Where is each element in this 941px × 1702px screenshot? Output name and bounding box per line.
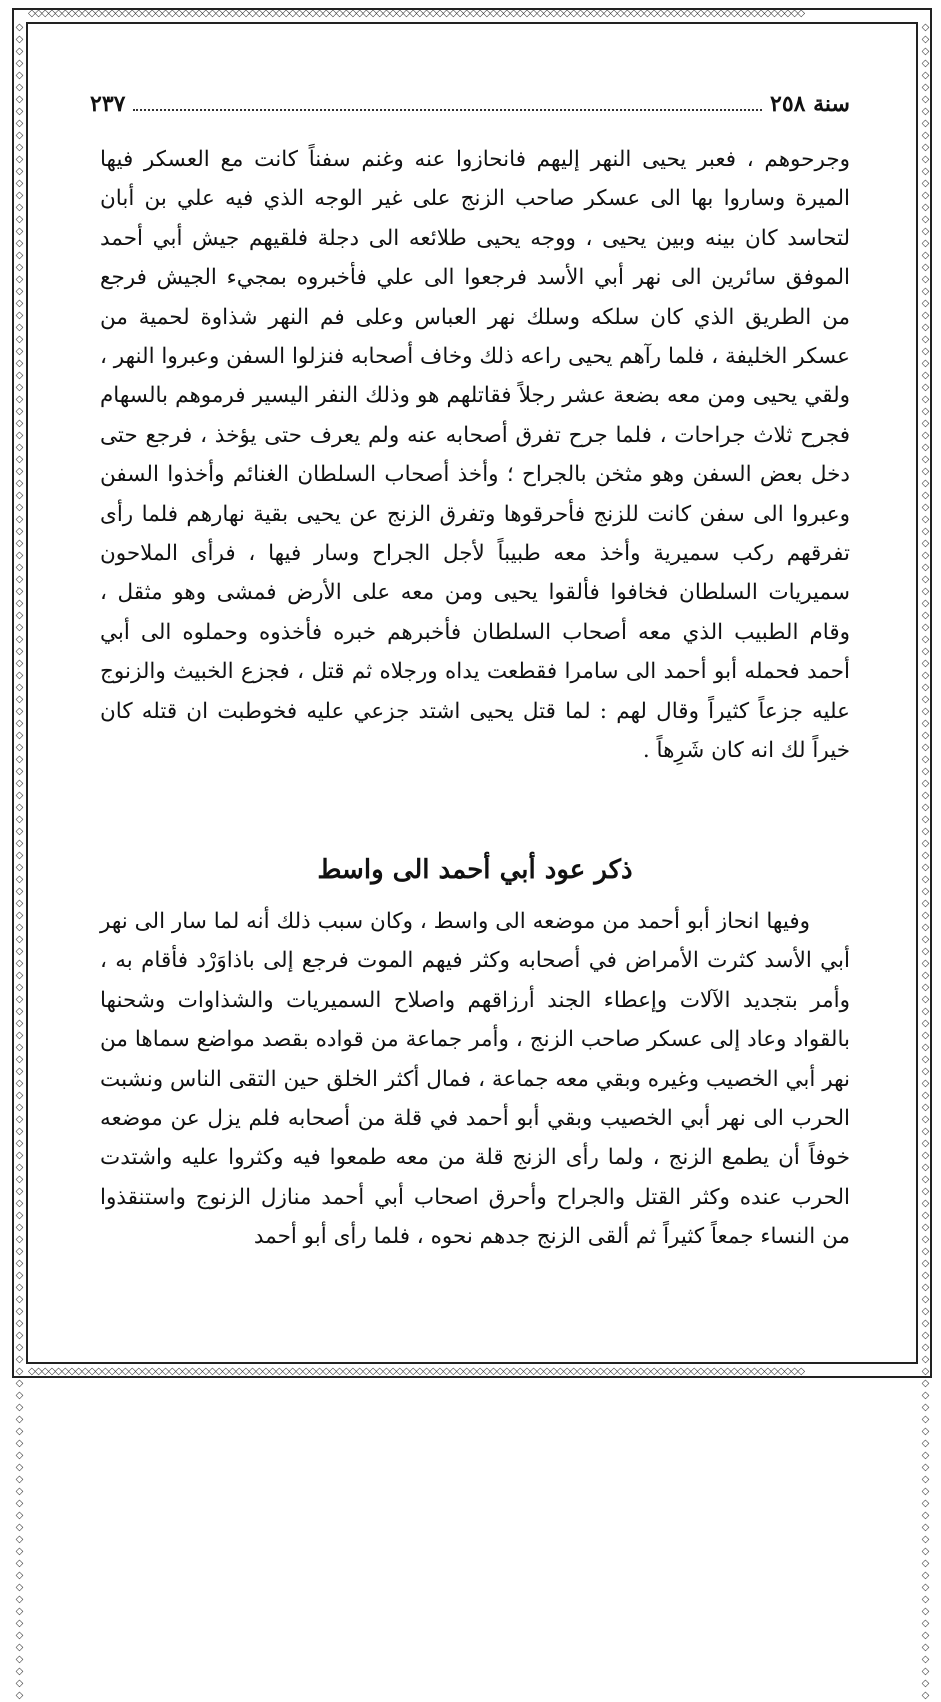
body-paragraph-2: وفيها انحاز أبو أحمد من موضعه الى واسط ، وكان سبب ذلك أنه لما سار الى نهر أبي الأسد كثرت الأمراض في أصحابه وكثر فيهم الموت فرجع إلى باذاوَرْد فأقام به ، وأمر بتجديد الآلات وإعطاء الجند أرزاقهم واصلاح السميريات والشذاوات وشحنها بالقواد وعاد إلى عسكر صاحب الزنج ، وأمر جماعة من قواده بقصد مواضع سماها من نهر أبي الخصيب وغيره وبقي معه جماعة ، فمال أكثر الخلق حين التقى الناس ونشبت الحرب الى نهر أبي الخصيب وبقي أبو أحمد في قلة من أصحابه فلم يزل عن موضعه خوفاً أن يطمع الزنج ، ولما رأى الزنج قلة من معه طمعوا فيه وكثروا عليه واشتدت الحرب عنده وكثر القتل والجراح وأحرق اصحاب أبي أحمد منازل الزنوج واستنقذوا من النساء جمعاً كثيراً ثم ألقى الزنج جدهم نحوه ، فلما رأى أبو أحمد bbox=[100, 909, 850, 1250]
border-chain-top: ◇◇◇◇◇◇◇◇◇◇◇◇◇◇◇◇◇◇◇◇◇◇◇◇◇◇◇◇◇◇◇◇◇◇◇◇◇◇◇◇◇◇◇◇◇◇◇◇◇◇◇◇◇◇◇◇◇◇◇◇◇◇◇◇◇◇◇◇◇◇◇◇◇◇◇◇◇◇◇◇◇◇◇◇◇◇◇◇◇◇◇◇◇◇◇◇◇◇◇◇◇◇◇◇◇◇◇◇◇◇◇◇◇◇◇◇ bbox=[28, 8, 805, 19]
body-paragraph-1: وجرحوهم ، فعبر يحيى النهر إليهم فانحازوا عنه وغنم سفناً كانت مع العسكر فيها الميرة وساروا بها الى عسكر صاحب الزنج على غير الوجه الذي فيه علي بن أبان لتحاسد كان بينه وبين يحيى ، ووجه يحيى طلائعه الى دجلة فلقيهم جيش أبي أحمد الموفق سائرين الى نهر أبي الأسد فرجعوا الى علي فأخبروه بمجيء الجيش فرجع من الطريق الذي كان سلكه وسلك نهر العباس وعلى فم النهر شذاوة لحمية من عسكر الخليفة ، فلما رآهم يحيى راعه ذلك وخاف أصحابه فنزلوا السفن وعبروا النهر ، ولقي يحيى ومن معه بضعة عشر رجلاً فقاتلهم هو وذلك النفر اليسير فرموهم بالسهام فجرح ثلاث جراحات ، فلما جرح تفرق أصحابه عنه ولم يعرف حتى يؤخذ ، فرجع حتى دخل بعض السفن وهو مثخن بالجراح ؛ وأخذ أصحاب السلطان الغنائم وأخذوا السفن وعبروا الى سفن كانت للزنج فأحرقوها وتفرق الزنج عن يحيى بقية نهارهم فلما رأى تفرقهم ركب سميرية وأخذ معه طبيباً لأجل الجراح وسار فيها ، فرأى الملاحون سميريات السلطان فخافوا فألقوا يحيى ومن معه على الأرض فمشى وهو مثقل ، وقام الطبيب الذي معه أصحاب السلطان فأخبرهم خبره فأخذوه وحملوه الى أبي أحمد فحمله أبو أحمد الى سامرا فقطعت يداه ورجلاه ثم قتل ، فجزع الخبيث والزنوج عليه جزعاً كثيراً وقال لهم : لما قتل يحيى اشتد جزعي عليه فخوطبت ان قتله كان خيراً لك انه كان شَرِهاً . bbox=[100, 147, 850, 764]
header-dot-leader bbox=[133, 97, 762, 111]
header-year: سنة ٢٥٨ bbox=[770, 91, 850, 117]
section-heading: ذكر عود أبي أحمد الى واسط bbox=[317, 855, 633, 885]
border-chain-left: ◇◇◇◇◇◇◇◇◇◇◇◇◇◇◇◇◇◇◇◇◇◇◇◇◇◇◇◇◇◇◇◇◇◇◇◇◇◇◇◇◇◇◇◇◇◇◇◇◇◇◇◇◇◇◇◇◇◇◇◇◇◇◇◇◇◇◇◇◇◇◇◇◇◇◇◇◇◇◇◇◇◇◇◇◇◇◇◇◇◇◇◇◇◇◇◇◇◇◇◇◇◇◇◇◇◇◇◇◇◇◇◇◇◇◇◇◇◇◇◇◇◇◇◇◇◇◇◇◇◇◇◇◇◇◇◇◇◇◇◇ bbox=[15, 22, 23, 1701]
border-chain-bottom: ◇◇◇◇◇◇◇◇◇◇◇◇◇◇◇◇◇◇◇◇◇◇◇◇◇◇◇◇◇◇◇◇◇◇◇◇◇◇◇◇◇◇◇◇◇◇◇◇◇◇◇◇◇◇◇◇◇◇◇◇◇◇◇◇◇◇◇◇◇◇◇◇◇◇◇◇◇◇◇◇◇◇◇◇◇◇◇◇◇◇◇◇◇◇◇◇◇◇◇◇◇◇◇◇◇◇◇◇◇◇◇◇◇◇◇◇ bbox=[28, 1366, 805, 1377]
running-header bbox=[90, 86, 850, 122]
page-number: ٢٣٧ bbox=[90, 91, 126, 117]
border-chain-right: ◇◇◇◇◇◇◇◇◇◇◇◇◇◇◇◇◇◇◇◇◇◇◇◇◇◇◇◇◇◇◇◇◇◇◇◇◇◇◇◇◇◇◇◇◇◇◇◇◇◇◇◇◇◇◇◇◇◇◇◇◇◇◇◇◇◇◇◇◇◇◇◇◇◇◇◇◇◇◇◇◇◇◇◇◇◇◇◇◇◇◇◇◇◇◇◇◇◇◇◇◇◇◇◇◇◇◇◇◇◇◇◇◇◇◇◇◇◇◇◇◇◇◇◇◇◇◇◇◇◇◇◇◇◇◇◇◇◇◇◇ bbox=[921, 22, 929, 1701]
